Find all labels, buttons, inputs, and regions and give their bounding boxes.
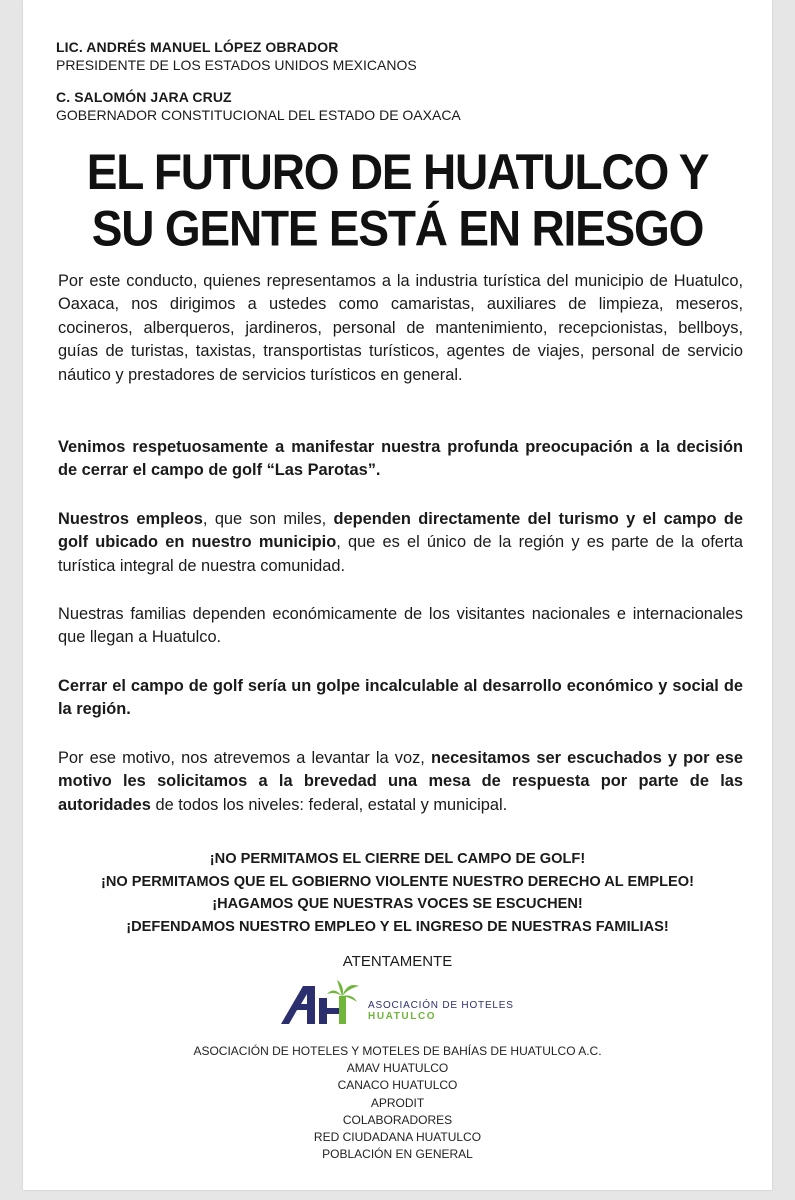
- paragraph-concern-text: Venimos respetuosamente a manifestar nuestra profunda preocupación a la decisión de cerrar el campo de golf “Las Parotas”.: [58, 438, 743, 480]
- logo-leaf-icon: [339, 996, 346, 1024]
- addressee-name: C. SALOMÓN JARA CRUZ: [56, 89, 232, 105]
- request-emphasis: necesitamos ser escuchados y por ese motivo les solicitamos a la brevedad una mesa de respuesta por parte de las autoridades: [58, 749, 744, 814]
- paragraph-jobs: [58, 508, 743, 578]
- logo-line-2: HUATULCO: [368, 1011, 437, 1022]
- paragraph-impact: [58, 675, 743, 722]
- jobs-emphasis-2: dependen directamente del turismo y el campo de golf ubicado en nuestro municipio: [58, 510, 743, 552]
- addressee-president: [56, 39, 417, 73]
- signers-list: [23, 1043, 772, 1163]
- jobs-text-1: , que son miles,: [202, 510, 334, 528]
- paragraph-families: Nuestras familias dependen económicamente de los visitantes nacionales e internacionales que llegan a Huatulco.: [58, 605, 743, 647]
- slogan: ¡HAGAMOS QUE NUESTRAS VOCES SE ESCUCHEN!: [212, 896, 583, 912]
- paragraph-request: [58, 747, 743, 817]
- paragraph-concern: [58, 436, 743, 483]
- slogans: [23, 848, 772, 938]
- addressee-governor: [56, 89, 461, 123]
- signer: CANACO HUATULCO: [337, 1078, 458, 1093]
- logo-letter-a: [281, 986, 315, 1024]
- letter-page: [23, 0, 772, 1190]
- request-text-2: de todos los niveles: federal, estatal y municipal.: [150, 795, 508, 814]
- signer: AMAV HUATULCO: [346, 1061, 449, 1076]
- headline-line-1: EL FUTURO DE HUATULCO Y: [86, 143, 709, 200]
- jobs-emphasis-1: Nuestros empleos: [58, 510, 203, 528]
- logo-line-1: ASOCIACIÓN DE HOTELES: [368, 1000, 514, 1011]
- signer: COLABORADORES: [342, 1112, 453, 1127]
- slogan: ¡NO PERMITAMOS QUE EL GOBIERNO VIOLENTE NUESTRO DERECHO AL EMPLEO!: [101, 873, 694, 890]
- paragraph-impact-text: Cerrar el campo de golf sería un golpe incalculable al desarrollo económico y social de la región.: [58, 677, 743, 719]
- addressee-role: GOBERNADOR CONSTITUCIONAL DEL ESTADO DE OAXACA: [56, 107, 461, 123]
- paragraph-intro: Por este conducto, quienes representamos a la industria turística del municipio de Huatulco, Oaxaca, nos dirigimos a ustedes como camaristas, auxiliares de limpieza, meseros, cocineros, alberqueros, jardineros, personal de mantenimiento, recepcionistas, bellboys, guías de turistas, taxistas, transportistas turísticos, agentes de viajes, personal de servicio náutico y prestadores de servicios turísticos en general.: [58, 272, 743, 384]
- headline-line-2: SU GENTE ESTÁ EN RIESGO: [91, 200, 704, 257]
- signer: RED CIUDADANA HUATULCO: [313, 1130, 482, 1145]
- logo-wordmark: [368, 1000, 514, 1022]
- signer: POBLACIÓN EN GENERAL: [322, 1147, 473, 1162]
- slogan: ¡NO PERMITAMOS EL CIERRE DEL CAMPO DE GOLF!: [209, 851, 586, 867]
- logo-letter-h: [319, 998, 327, 1024]
- signer: APRODIT: [370, 1095, 425, 1110]
- addressee-name: LIC. ANDRÉS MANUEL LÓPEZ OBRADOR: [56, 39, 339, 55]
- addressee-role: PRESIDENTE DE LOS ESTADOS UNIDOS MEXICANOS: [56, 57, 417, 73]
- request-text-1: Por ese motivo, nos atrevemos a levantar la voz,: [58, 749, 431, 767]
- jobs-text-2: , que es el único de la región y es parte de la oferta turística integral de nuestra comunidad.: [58, 533, 744, 575]
- closing-salutation: ATENTAMENTE: [342, 953, 453, 970]
- signer: ASOCIACIÓN DE HOTELES Y MOTELES DE BAHÍAS DE HUATULCO A.C.: [193, 1044, 602, 1058]
- headline: [23, 144, 772, 256]
- slogan: ¡DEFENDAMOS NUESTRO EMPLEO Y EL INGRESO DE NUESTRAS FAMILIAS!: [126, 918, 669, 935]
